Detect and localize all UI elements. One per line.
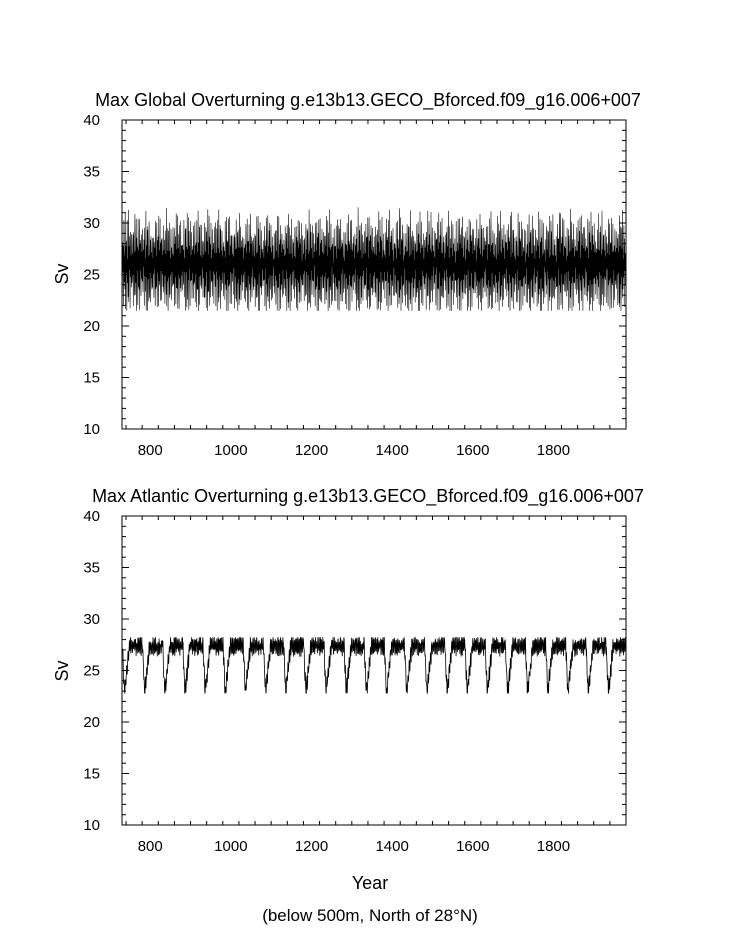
- global-overturning-y-tick-label: 30: [83, 215, 100, 232]
- atlantic-overturning-series-line: [122, 638, 626, 694]
- global-overturning-y-tick-label: 35: [83, 163, 100, 181]
- region-note: (below 500m, North of 28°N): [262, 906, 478, 925]
- global-overturning-x-tick-label: 1200: [294, 442, 329, 459]
- atlantic-overturning-x-tick-label: 1800: [536, 838, 571, 855]
- atlantic-overturning-title: Max Atlantic Overturning g.e13b13.GECO_Bforced.f09_g16.006+007: [92, 486, 644, 506]
- atlantic-overturning-y-tick-label: 10: [83, 817, 100, 834]
- atlantic-overturning-y-tick-label: 40: [83, 508, 100, 525]
- global-overturning-x-tick-label: 800: [137, 442, 163, 459]
- atlantic-overturning-y-tick-label: 35: [83, 559, 100, 577]
- atlantic-overturning-series: [122, 638, 626, 694]
- global-overturning-series-line: [122, 208, 626, 311]
- global-overturning-x-tick-label: 1800: [536, 442, 571, 459]
- atlantic-overturning-x-tick-label: 1400: [375, 838, 409, 855]
- global-overturning-x-tick-label: 1400: [375, 442, 409, 459]
- global-overturning-x-tick-label: 1000: [214, 442, 248, 459]
- atlantic-overturning-y-tick-label: 20: [83, 714, 100, 731]
- global-overturning-y-tick-label: 40: [83, 112, 100, 129]
- atlantic-overturning-x-tick-label: 1200: [294, 838, 329, 855]
- global-overturning-panel: [52, 90, 641, 459]
- atlantic-overturning-x-tick-label: 1600: [456, 838, 490, 855]
- global-overturning-y-tick-label: 25: [83, 266, 100, 284]
- atlantic-overturning-xlabel: Year: [351, 873, 389, 893]
- global-overturning-series: [122, 208, 626, 311]
- atlantic-overturning-x-tick-label: 800: [137, 838, 163, 855]
- global-overturning-title: Max Global Overturning g.e13b13.GECO_Bforced.f09_g16.006+007: [95, 90, 641, 110]
- atlantic-overturning-panel: [52, 486, 644, 925]
- global-overturning-x-tick-label: 1600: [456, 442, 490, 459]
- atlantic-overturning-y-tick-label: 15: [83, 765, 100, 783]
- atlantic-overturning-ylabel: Sv: [52, 660, 72, 682]
- global-overturning-ylabel: Sv: [52, 263, 72, 285]
- atlantic-overturning-x-tick-label: 1000: [214, 838, 248, 855]
- atlantic-overturning-y-tick-label: 30: [83, 611, 100, 628]
- global-overturning-y-tick-label: 10: [83, 421, 100, 438]
- atlantic-overturning-y-tick-label: 25: [83, 662, 100, 680]
- global-overturning-y-tick-label: 15: [83, 369, 100, 387]
- global-overturning-y-tick-label: 20: [83, 318, 100, 335]
